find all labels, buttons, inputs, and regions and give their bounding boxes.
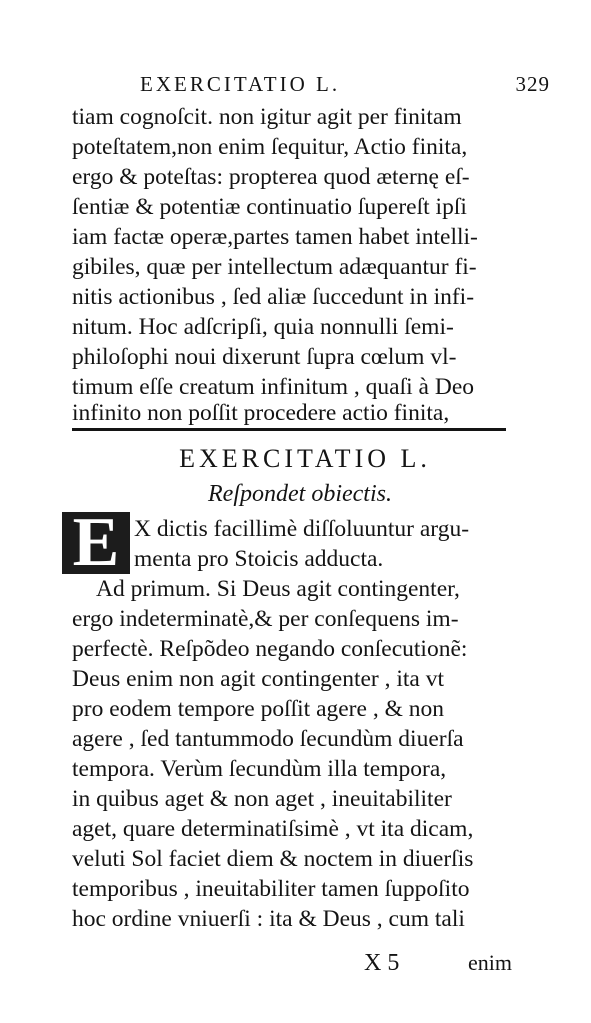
text-line: hoc ordine vniuerſi : ita & Deus , cum tali	[72, 906, 465, 932]
text-line: ergo indeterminatè,& per conſequens im-	[72, 606, 459, 632]
text-line: infinito non poſſit procedere actio finita,	[72, 400, 450, 426]
decorated-initial: E	[62, 512, 130, 574]
text-line: nitis actionibus , ſed aliæ ſuccedunt in infi-	[72, 284, 475, 310]
text-line: veluti Sol faciet diem & noctem in diuerſis	[72, 846, 474, 872]
text-line: Deus enim non agit contingenter , ita vt	[72, 666, 444, 692]
text-line: menta pro Stoicis adducta.	[134, 546, 384, 572]
section-heading: EXERCITATIO L.	[179, 444, 431, 473]
section-subheading: Reſpondet obiectis.	[208, 481, 392, 507]
text-line: ſentiæ & potentiæ continuatio ſupereſt ipſi	[72, 194, 467, 220]
text-line: tempora. Verùm ſecundùm illa tempora,	[72, 756, 447, 782]
section-divider	[72, 428, 506, 431]
catchword: enim	[468, 950, 512, 975]
text-line: tiam cognoſcit. non igitur agit per finitam	[72, 104, 462, 130]
text-line: X dictis facillimè diſſoluuntur argu-	[134, 516, 470, 542]
text-line: temporibus , ineuitabiliter tamen ſuppoſito	[72, 876, 470, 902]
page-number: 329	[515, 72, 550, 96]
text-line: aget, quare determinatiſsimè , vt ita dicam,	[72, 816, 474, 842]
text-line: gibiles, quæ per intellectum adæquantur fi-	[72, 254, 477, 280]
text-line: in quibus aget & non aget , ineuitabiliter	[72, 786, 452, 812]
text-line: poteſtatem,non enim ſequitur, Actio finita,	[72, 134, 468, 160]
text-line: philoſophi noui dixerunt ſupra cœlum vl-	[72, 344, 457, 370]
text-line: pro eodem tempore poſſit agere , & non	[72, 696, 444, 722]
text-line: ergo & poteſtas: propterea quod æternę eſ-	[72, 164, 470, 190]
text-line: iam factæ operæ,partes tamen habet intelli-	[72, 224, 478, 250]
text-line: nitum. Hoc adſcripſi, quia nonnulli ſemi-	[72, 314, 454, 340]
signature-mark: X 5	[364, 950, 400, 976]
running-head-title: EXERCITATIO L.	[140, 72, 341, 96]
text-line: perfectè. Reſpõdeo negando conſecutionẽ:	[72, 636, 468, 662]
text-line: timum eſſe creatum infinitum , quaſi à Deo	[72, 374, 475, 400]
text-line: Ad primum. Si Deus agit contingenter,	[96, 576, 460, 602]
running-head	[140, 72, 550, 102]
text-line: agere , ſed tantummodo ſecundùm diuerſa	[72, 726, 464, 752]
